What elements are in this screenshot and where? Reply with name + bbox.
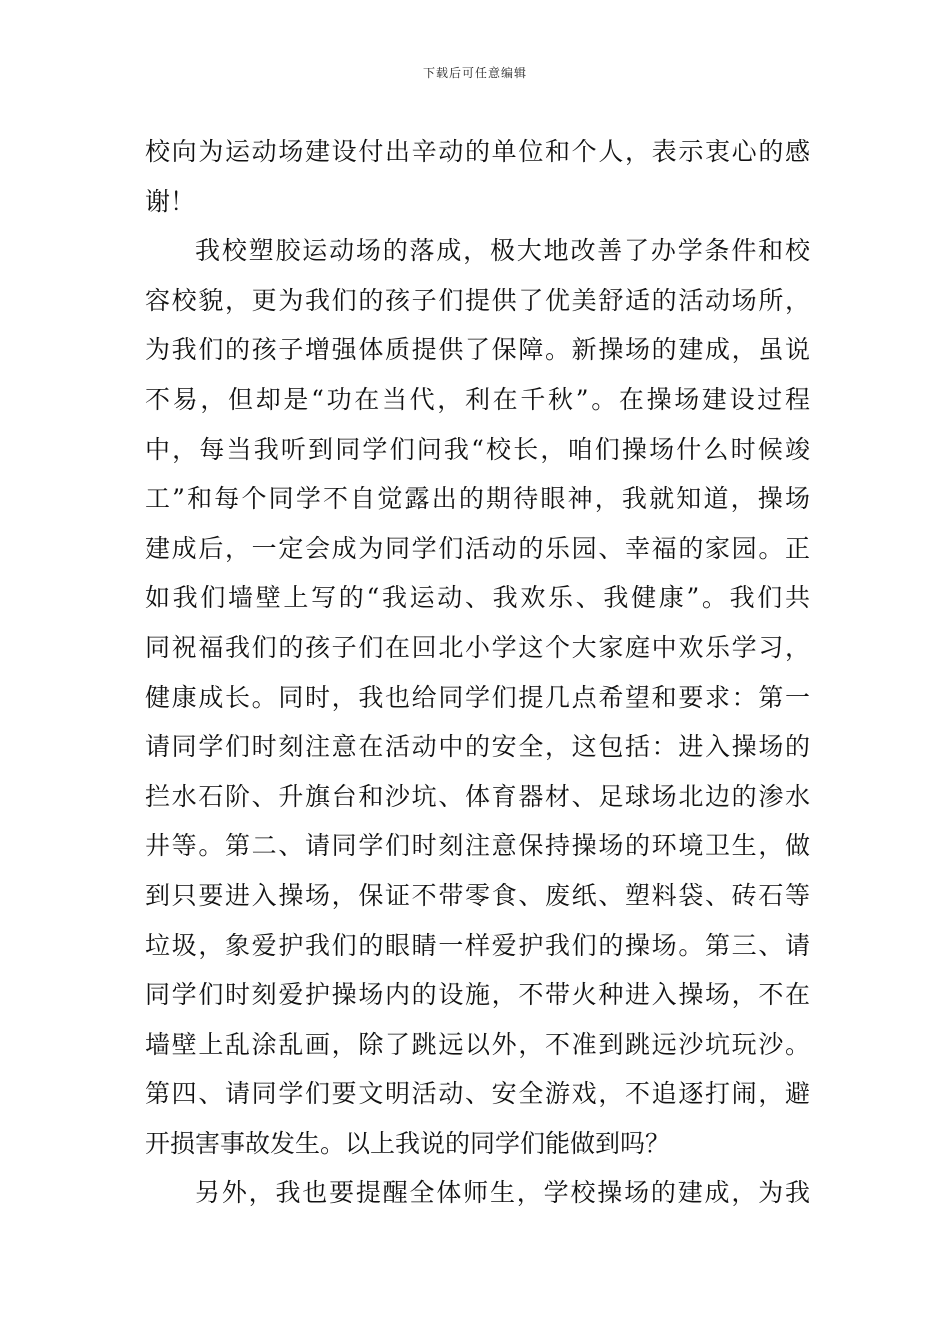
document-body	[145, 127, 810, 1218]
text-line: 同祝福我们的孩子们在回北小学这个大家庭中欢乐学习，	[145, 632, 810, 662]
text-line: 垃圾，象爱护我们的眼睛一样爱护我们的操场。第三、请	[145, 930, 810, 960]
text-line: 中，每当我听到同学们问我“校长，咱们操场什么时候竣	[145, 434, 810, 464]
text-line: 健康成长。同时，我也给同学们提几点希望和要求：第一	[145, 682, 810, 712]
text-line: 开损害事故发生。以上我说的同学们能做到吗？	[145, 1128, 671, 1158]
text-line: 为我们的孩子增强体质提供了保障。新操场的建成，虽说	[145, 335, 810, 365]
text-line: 请同学们时刻注意在活动中的安全，这包括：进入操场的	[145, 732, 810, 762]
text-line: 我校塑胶运动场的落成，极大地改善了办学条件和校	[195, 236, 810, 266]
text-line: 如我们墙壁上写的“我运动、我欢乐、我健康”。我们共	[145, 583, 810, 613]
text-line: 到只要进入操场，保证不带零食、废纸、塑料袋、砖石等	[145, 880, 810, 910]
text-line: 建成后，一定会成为同学们活动的乐园、幸福的家园。正	[145, 533, 810, 563]
text-line: 不易，但却是“功在当代，利在千秋”。在操场建设过程	[145, 384, 810, 414]
page-header: 下载后可任意编辑	[422, 66, 527, 80]
text-line: 校向为运动场建设付出辛动的单位和个人，表示衷心的感	[145, 137, 810, 166]
text-line: 容校貌，更为我们的孩子们提供了优美舒适的活动场所，	[145, 285, 810, 315]
text-line: 工”和每个同学不自觉露出的期待眼神，我就知道，操场	[145, 484, 810, 514]
text-line: 另外，我也要提醒全体师生，学校操场的建成，为我	[195, 1178, 810, 1208]
text-line: 同学们时刻爱护操场内的设施，不带火种进入操场，不在	[145, 980, 810, 1010]
text-line: 谢！	[145, 186, 196, 216]
text-line: 墙壁上乱涂乱画，除了跳远以外，不准到跳远沙坑玩沙。	[145, 1029, 810, 1059]
text-line: 第四、请同学们要文明活动、安全游戏，不追逐打闹，避	[145, 1079, 810, 1109]
text-line: 拦水石阶、升旗台和沙坑、体育器材、足球场北边的渗水	[145, 781, 810, 811]
text-line: 井等。第二、请同学们时刻注意保持操场的环境卫生，做	[145, 831, 810, 861]
